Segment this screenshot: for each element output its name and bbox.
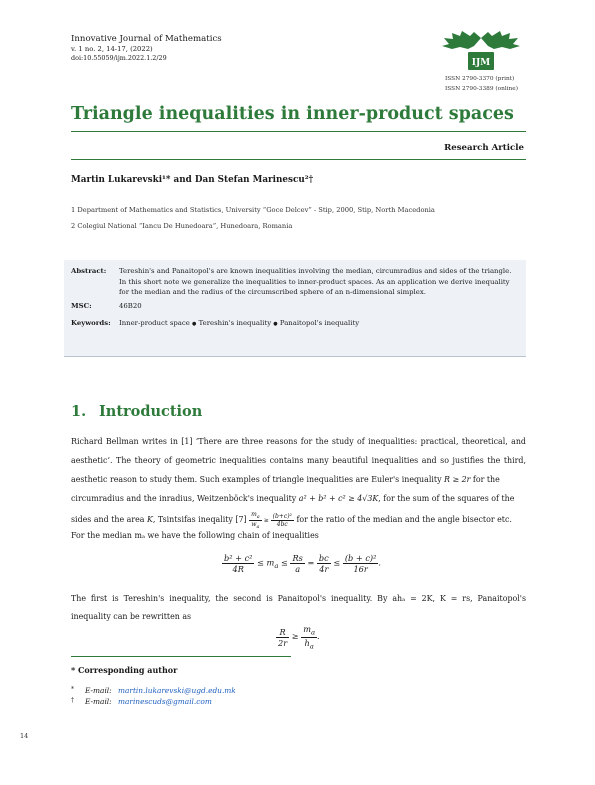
msc-code: 46B20 bbox=[119, 302, 142, 310]
footnote-email-2: † E-mail: marinescuds@gmail.com bbox=[71, 697, 212, 706]
keywords-list bbox=[119, 318, 359, 330]
abstract-line: for the median and the radius of the circumscribed sphere of an n-dimensional simplex. bbox=[119, 288, 426, 297]
abstract-line: Tereshin's and Panaitopol's are known inequalities involving the median, circumradius and sides of the triangle. bbox=[119, 267, 512, 275]
body-line: Richard Bellman writes in [1] ‘There are three reasons for the study of inequalities: practical, theoretical, and bbox=[71, 437, 526, 446]
issn-print: ISSN 2790-3370 (print) bbox=[445, 76, 515, 82]
msc-label: MSC: bbox=[71, 302, 92, 310]
body-line: The first is Tereshin's inequality, the second is Panaitopol's inequality. By ahₐ = 2K, K = rs, Panaitopol's bbox=[71, 594, 526, 603]
email-link[interactable]: marinescuds@gmail.com bbox=[118, 697, 212, 706]
keyword-bullet: ● bbox=[192, 321, 197, 327]
abstract-box bbox=[64, 260, 526, 357]
keyword: Panaitopol's inequality bbox=[279, 319, 360, 327]
keywords-label: Keywords: bbox=[71, 319, 111, 327]
affiliation-1: 1 Department of Mathematics and Statistics, University “Goce Delcev” - Stip, 2000, Stip, North Macedonia bbox=[71, 206, 435, 214]
issn-online: ISSN 2790-3389 (online) bbox=[445, 86, 518, 92]
article-type: Research Article bbox=[444, 143, 524, 153]
body-line: sides and the area K, Tsintsifas ineqality [7] $\frac{m_a}{w_a}$ ≥ $\frac{\text{(b+c)²}}{4bc}$ for the ratio of the median and the angle bisector etc. bbox=[71, 511, 512, 531]
journal-name: Innovative Journal of Mathematics bbox=[71, 34, 222, 44]
section-number: 1. bbox=[71, 403, 87, 420]
body-line: For the median mₐ we have the following chain of inequalities bbox=[71, 531, 319, 540]
keyword: Tereshin's inequality bbox=[198, 319, 272, 327]
journal-logo bbox=[440, 30, 522, 78]
page-number: 14 bbox=[20, 732, 29, 740]
author-list: Martin Lukarevski¹* and Dan Stefan Marinescu²† bbox=[71, 175, 314, 185]
email-link[interactable]: martin.lukarevski@ugd.edu.mk bbox=[118, 686, 236, 695]
keyword-bullet: ● bbox=[273, 321, 278, 327]
body-line: inequality can be rewritten as bbox=[71, 612, 192, 621]
affiliation-2: 2 Colegiul National “Iancu De Hunedoara”, Hunedoara, Romania bbox=[71, 222, 293, 230]
volume-line: v. 1 no. 2, 14-17, (2022) bbox=[71, 45, 153, 53]
abstract-line: In this short note we generalize the inequalities to inner-product spaces. As an application we derive inequality bbox=[119, 277, 510, 286]
paper-title: Triangle inequalities in inner-product spaces bbox=[71, 104, 514, 124]
equation-chain: $\frac{\text{b² + c²}}{4R}$ ≤ $m_a$ ≤ $\frac{Rs}{a}$ = $\frac{bc}{4r}$ ≤ $\frac{\text{(b + c)²}}{16r}$ . bbox=[224, 553, 382, 574]
body-line: aesthetic reason to study them. Such examples of triangle inequalities are Euler's inequality R ≥ 2r for the bbox=[71, 475, 500, 484]
section-heading bbox=[71, 403, 202, 420]
equation-panaitopol: $\frac{R}{2r}$ ≥ $\frac{m_a}{h_a}$ . bbox=[278, 624, 320, 651]
footnote-heading: * Corresponding author bbox=[71, 665, 178, 675]
body-line: circumradius and the inradius, Weitzenböck's inequality a² + b² + c² ≥ 4√3K, for the sum of the squares of the bbox=[71, 494, 515, 503]
footnote-rule bbox=[71, 656, 291, 657]
footnote-email-1: * E-mail: martin.lukarevski@ugd.edu.mk bbox=[71, 686, 236, 695]
logo-text: IJM bbox=[471, 58, 491, 68]
abstract-label: Abstract: bbox=[71, 267, 107, 275]
article-type-rule bbox=[71, 159, 526, 160]
keyword: Inner-product space bbox=[119, 319, 190, 327]
section-title: Introduction bbox=[99, 403, 203, 420]
title-rule bbox=[71, 131, 526, 132]
abstract-text bbox=[119, 266, 521, 298]
doi-link[interactable]: doi:10.55059/ijm.2022.1.2/29 bbox=[71, 54, 167, 62]
body-line: aesthetic’. The theory of geometric inequalities contains many beautiful inequalities and so justifies the third, bbox=[71, 456, 526, 465]
